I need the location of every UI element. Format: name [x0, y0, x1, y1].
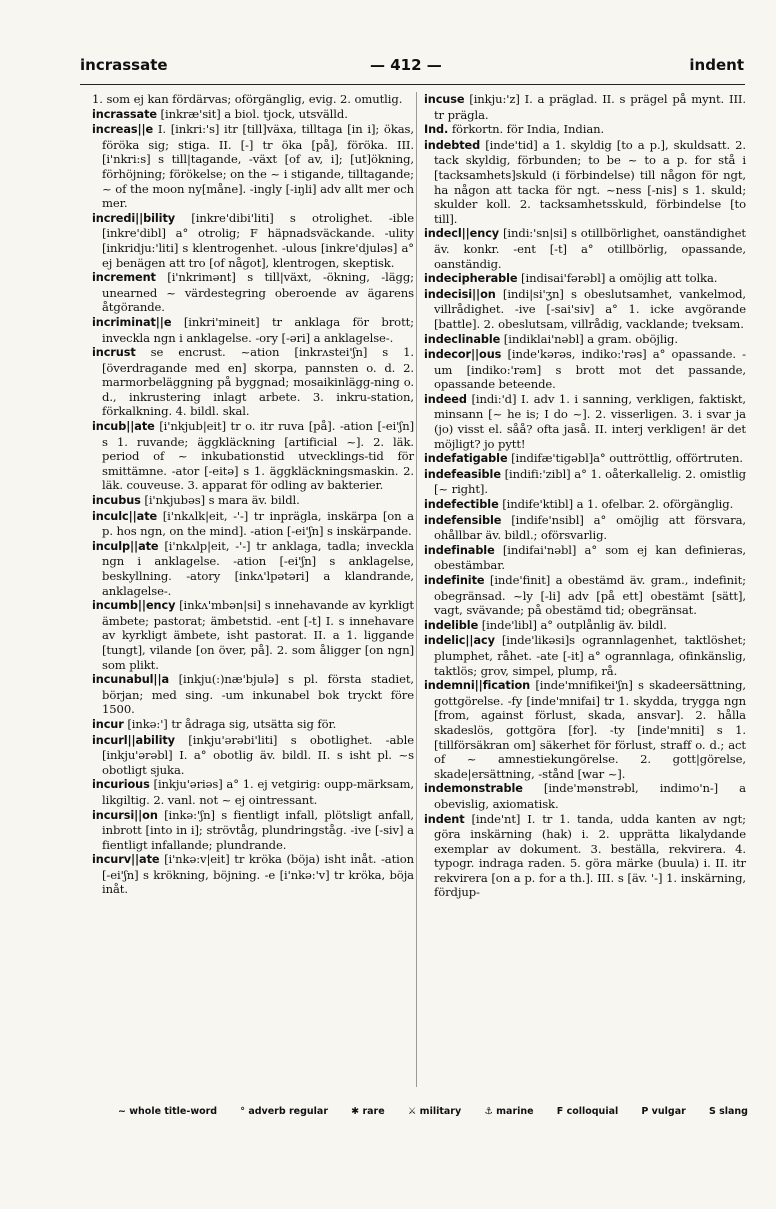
entry-headword: incuse	[424, 93, 465, 106]
entry-definition: [inkə:'] tr ådraga sig, utsätta sig för.	[127, 716, 337, 731]
entry-definition: [inde'tid] a 1. skyldig [to a p.], skuldsatt. 2. tack skyldig, förbunden; to be ~ to a p. for stå i [tacksamhets]skuld (i förbindelse) till någon för ngt, ha någon att tacka för ngt. ~ness [-nis] s 1. skuld; skulder koll. 2. tacksamhetsskuld, förbindelse [to till].	[434, 137, 746, 226]
entry-definition: [indi:'sn|si] s otillbörlighet, oanständighet äv. konkr. -ent [-t] a° otillbörlig, opassande, oanständig.	[434, 226, 746, 271]
legend-item: ✱ rare	[351, 1105, 385, 1117]
left-column	[92, 92, 414, 897]
entry-headword: incubus	[92, 494, 141, 508]
dictionary-entry	[92, 92, 414, 107]
entry-headword: incrust	[92, 346, 136, 360]
dictionary-entry	[424, 451, 746, 467]
dictionary-entry	[92, 852, 414, 897]
entry-definition: [inkri'mineit] tr anklaga för brott; inveckla ngn i anklagelse. -ory [-əri] a anklagelse-.	[102, 314, 414, 345]
entry-headword: incumb||ency	[92, 599, 176, 613]
entry-definition: [indife'ktibl] a 1. ofelbar. 2. oförgänglig.	[502, 497, 734, 512]
entry-headword: increas||e	[92, 123, 154, 137]
header-rule	[80, 84, 745, 85]
dictionary-entry	[92, 107, 414, 123]
entry-headword: indebted	[424, 138, 481, 152]
entry-definition: [i'nkjubəs] s mara äv. bildl.	[144, 493, 300, 508]
entry-headword: incriminat||e	[92, 315, 172, 329]
entry-definition: [inde'mənstrəbl, indimo'n-] a obevislig, axiomatisk.	[434, 781, 746, 811]
entry-definition: [inde'kərəs, indiko:'rəs] a° opassande. -um [indiko:'rəm] s brott mot det passande, opassande beteende.	[434, 347, 746, 392]
entry-headword: indelic||acy	[424, 634, 495, 648]
entry-headword: incursi||on	[92, 808, 158, 822]
entry-headword: indecisi||on	[424, 287, 496, 301]
entry-definition: [inkju(:)næ'bjulə] s pl. första stadiet, början; med sing. -um inkunabel bok tryckt före 1500.	[102, 672, 414, 717]
header-last-word: indent	[689, 56, 744, 74]
entry-headword: indecl||ency	[424, 227, 500, 241]
dictionary-entry	[92, 808, 414, 853]
legend-item: P vulgar	[641, 1105, 686, 1117]
dictionary-entry	[92, 493, 414, 509]
entry-definition: [inde'finit] a obestämd äv. gram., indefinit; obegränsad. ~ly [-li] adv [på ett] obestämt [sätt], vagt, svävande; på obestämd tid; obegränsat.	[434, 573, 746, 618]
dictionary-entry	[92, 270, 414, 315]
dictionary-entry	[424, 678, 746, 781]
entry-definition: [indife'nsibl] a° omöjlig att försvara, ohållbar äv. bildl.; oförsvarlig.	[434, 512, 746, 543]
dictionary-entry	[92, 315, 414, 345]
dictionary-entry	[92, 122, 414, 211]
dictionary-entry	[92, 211, 414, 270]
dictionary-entry	[92, 598, 414, 672]
entry-headword: incurl||ability	[92, 733, 175, 747]
entry-headword: indeclinable	[424, 332, 501, 346]
dictionary-entry	[424, 332, 746, 348]
entry-definition: [inkju:'z] I. a präglad. II. s prägel på mynt. III. tr prägla.	[434, 92, 746, 122]
entry-headword: indecipherable	[424, 272, 518, 286]
entry-definition: [inkre'dibi'liti] s otrolighet. -ible [inkre'dibl] a° otrolig; F häpnadsväckande. -ulity [inkridju:'liti] s klentrogenhet. -ulous [inkre'djuləs] a° ej benägen att tro [of något], klentrogen, skeptisk.	[102, 210, 414, 270]
entry-definition: [inkræ'sit] a biol. tjock, utsvälld.	[160, 106, 348, 121]
entry-headword: incrassate	[92, 107, 157, 121]
entry-headword: indeed	[424, 392, 467, 406]
dictionary-entry	[92, 419, 414, 493]
dictionary-entry	[92, 345, 414, 419]
dictionary-entry	[424, 287, 746, 332]
entry-headword: increment	[92, 271, 156, 285]
dictionary-entry	[424, 633, 746, 678]
entry-definition: I. [inkri:'s] itr [till]växa, tilltaga [in i]; ökas, föröka sig; stiga. II. [-] tr öka [på], föröka. III. [i'nkri:s] s till|tagande, -växt [of av, i]; [ut]ökning, förhöjning; förökelse; on the ~ i stigande, tilltagande; ~ of the moon ny[måne]. -ingly [-iŋli] adv allt mer och mer.	[102, 122, 414, 211]
entry-headword: Ind.	[424, 123, 449, 137]
dictionary-entry	[424, 497, 746, 513]
entry-headword: indefectible	[424, 498, 499, 512]
entry-definition: [indifæ'tigəbl]a° outtröttlig, offörtruten.	[511, 451, 743, 466]
legend-item: F colloquial	[556, 1105, 619, 1117]
entry-definition: [indifai'nəbl] a° som ej kan definieras, obestämbar.	[434, 542, 747, 573]
entry-headword: indefinite	[424, 574, 485, 587]
entry-headword: indemonstrable	[424, 782, 523, 796]
entry-definition: [indisai'fərəbl] a omöjlig att tolka.	[521, 271, 718, 286]
dictionary-entry	[424, 467, 746, 497]
entry-definition: [i'nkjub|eit] tr o. itr ruva [på]. -ation [-ei'ʃn] s 1. ruvande; äggkläckning [artificial ~]. 2. läk. period of ~ inkubationstid utvecklings-tid för smittämne. -ator [-eitə] s 1. äggkläckningsmaskin. 2. läk. couveuse. 3. apparat för odling av bakterier.	[102, 419, 414, 493]
legend-item: ⚓ marine	[484, 1105, 534, 1117]
page-header	[80, 56, 744, 80]
entry-definition: [i'nkʌlp|eit, -'-] tr anklaga, tadla; inveckla ngn i anklagelse. -ation [-ei'ʃn] s anklagelse, beskyllning. -atory [inkʌ'lpətəri] a klandrande, anklagelse-.	[102, 538, 414, 598]
entry-headword: indent	[424, 812, 465, 826]
dictionary-entry	[424, 573, 746, 618]
entry-headword: indecor||ous	[424, 348, 502, 362]
entry-definition: [inkju'əriəs] a° 1. ej vetgirig: oupp-märksam, likgiltig. 2. vanl. not ~ ej ointressant.	[102, 777, 414, 807]
dictionary-entry	[424, 618, 746, 634]
entry-definition: [indi|si'ʒn] s obeslutsamhet, vankelmod, villrådighet. -ive [-sai'siv] a° 1. icke avgörande [battle]. 2. obeslutsam, villrådig, vacklande; tveksam.	[434, 286, 747, 331]
entry-definition: [i'nkə:v|eit] tr kröka (böja) isht inåt. -ation [-ei'ʃn] s krökning, böjning. -e [i'nkə:'v] tr kröka, böja inåt.	[102, 852, 415, 897]
entry-definition: [inkə:'ʃn] s fientligt infall, plötsligt anfall, inbrott [into in i]; strövtåg, plundringståg. -ive [-siv] a fientligt infallande; plundrande.	[102, 807, 414, 852]
entry-definition: [inde'libl] a° outplånlig äv. bildl.	[481, 617, 667, 632]
entry-headword: indefeasible	[424, 467, 501, 481]
dictionary-entry	[424, 781, 746, 811]
entry-definition: [i'nkʌlk|eit, -'-] tr inpräglа, inskärpa [on a p. hos ngn, on the mind]. -ation [-ei'ʃn] s inskärpande.	[102, 508, 414, 539]
entry-headword: incub||ate	[92, 420, 155, 434]
entry-definition: se encrust. ~ation [inkrʌstei'ʃn] s 1. [överdragande med en] skorpa, pannsten o. d. 2. marmorbeläggning på byggnad; mosaikinlägg-ning o. d., inkrustering inlagt arbete. 3. inkru-station, förkalkning. 4. bildl. skal.	[102, 345, 414, 419]
entry-headword: incredi||bility	[92, 211, 176, 225]
dictionary-entry	[424, 138, 746, 227]
dictionary-entry	[92, 717, 414, 733]
dictionary-entry	[424, 92, 746, 122]
entry-headword: indelible	[424, 618, 479, 632]
entry-definition: [indi:'d] I. adv 1. i sanning, verkligen, faktiskt, minsann [~ he is; I do ~]. 2. visserligen. 3. i svar ja (jo) visst el. såå? ofta jaså. II. interj verkligen! är det möjligt? jo pytt!	[434, 391, 746, 451]
dictionary-entry	[92, 777, 414, 807]
entry-headword: indefensible	[424, 513, 502, 527]
header-first-word: incrassate	[80, 56, 168, 74]
dictionary-entry	[424, 271, 746, 287]
page-number: — 412 —	[370, 56, 442, 74]
entry-headword: incurv||ate	[92, 853, 160, 867]
entry-headword: incur	[92, 717, 124, 731]
entry-definition: [i'nkrimənt] s till|växt, -ökning, -lägg; unearned ~ värdestegring oberoende av ägarens åtgörande.	[102, 270, 414, 315]
legend-item: ° adverb regular	[240, 1105, 329, 1117]
entry-definition: [inkʌ'mbən|si] s innehavande av kyrkligt ämbete; pastorat; ämbetstid. -ent [-t] I. s innehavare av kyrkligt ämbete, isht pastorat. II. a 1. liggande [tungt], vilande [on över, på]. 2. som åligger [on ngn] som plikt.	[102, 598, 414, 672]
dictionary-entry	[424, 226, 746, 271]
dictionary-entry	[424, 513, 746, 543]
entry-headword: indefatigable	[424, 452, 508, 466]
entry-definition: [indifi:'zibl] a° 1. oåterkallelig. 2. omistlig [~ right].	[434, 466, 746, 497]
dictionary-entry	[92, 509, 414, 539]
dictionary-entry	[424, 347, 746, 392]
entry-definition: [inde'likəsi]s ogrannlagenhet, taktlöshet; plumphet, råhet. -ate [-it] a° ogrannlaga, ofinkänslig, taktlös; grov, simpel, plump, rå.	[434, 633, 746, 678]
dictionary-entry	[424, 392, 746, 451]
entry-headword: incunabul||a	[92, 673, 169, 687]
dictionary-entry	[92, 539, 414, 598]
legend-item: ~ whole title-word	[118, 1105, 218, 1117]
dictionary-entry	[424, 122, 746, 138]
entry-definition: [inde'mnifikei'ʃn] s skadeersättning, gottgörelse. -fy [inde'mnifai] tr 1. skydda, trygga ngn [from, against förlust, skada, ansvar]. 2. hålla skadeslös, gottgöra [for]. -ty [inde'mniti] s 1. [tillförsäkran om] säkerhet för förlust, straff o. d.; act of ~ amnestiekungörelse. 2. gott|görelse, skade|ersättning, -stånd [war ~].	[434, 678, 746, 781]
legend-item: S slang	[708, 1105, 748, 1117]
entry-definition: förkortn. för India, Indian.	[451, 122, 605, 137]
entry-headword: indefinable	[424, 543, 495, 557]
dictionary-entry	[92, 733, 414, 778]
legend-item: ⚔ military	[407, 1105, 462, 1117]
dictionary-entry	[92, 672, 414, 717]
dictionary-entry	[424, 543, 746, 573]
abbreviation-legend	[118, 1102, 748, 1120]
entry-definition: [inde'nt] I. tr 1. tanda, udda kanten av ngt; göra inskärning (hak) i. 2. upprätta likalydande exemplar av dokument. 3. beställa, rekvirera. 4. typogr. indraga raden. 5. göra märke (buula) i. II. itr rekvirera [on a p. for a th.]. III. s [äv. '-] 1. inskärning, fördjup-	[434, 811, 746, 900]
right-column	[424, 92, 746, 900]
entry-headword: incurious	[92, 778, 150, 792]
entry-definition: 1. som ej kan fördärvas; oförgänglig, evig. 2. omutlig.	[92, 92, 403, 106]
entry-definition: [indiklai'nəbl] a gram. oböjlig.	[503, 331, 678, 346]
entry-headword: indemni||fication	[424, 679, 531, 693]
dictionary-entry	[424, 812, 746, 901]
entry-headword: inculp||ate	[92, 539, 159, 553]
column-divider	[416, 92, 417, 1087]
entry-definition: [inkju'ərəbi'liti] s obotlighet. -able [inkju'ərəbl] I. a° obotlig äv. bildl. II. s isht pl. ~s obotligt sjuka.	[102, 732, 414, 777]
entry-headword: inculc||ate	[92, 509, 158, 523]
